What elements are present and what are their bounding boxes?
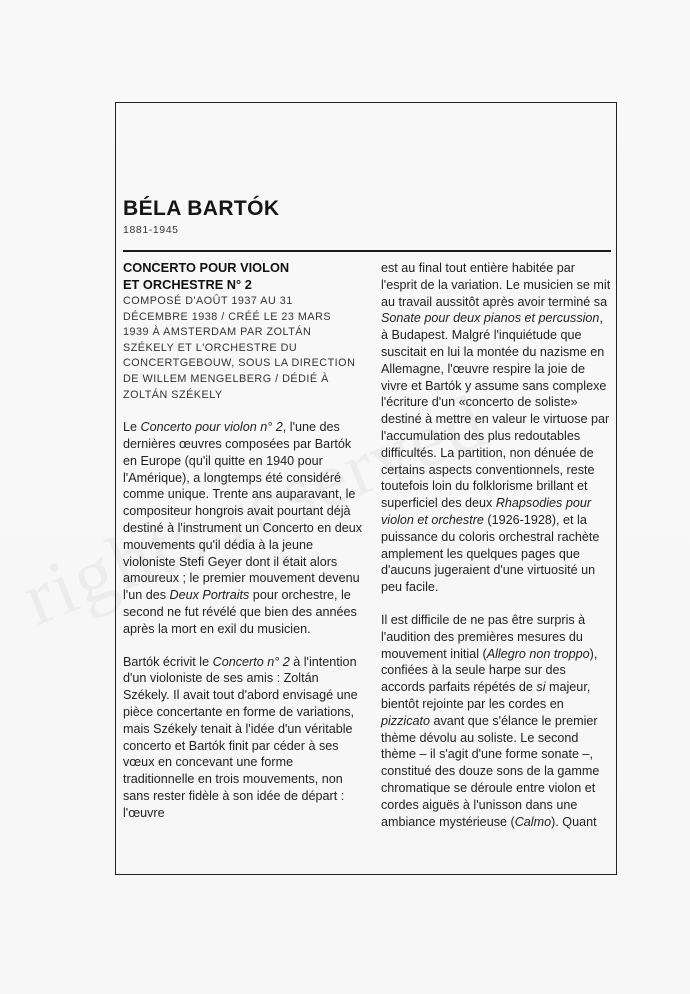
composer-dates: 1881-1945: [123, 224, 179, 236]
work-meta-line: SZÉKELY ET L'ORCHESTRE DU: [123, 341, 298, 354]
body-paragraph: Il est difficile de ne pas être surpris à l'audition des premières mesures du mouvement initial (Allegro non troppo), confiées à la seule harpe sur des accords parfaits répétés de si majeur, bientôt rejointe par les cordes en pizzicato avant que s'élance le premier thème dévolu au soliste. Le second thème – il s'agit d'une forme sonate –, constitué des douze sons de la gamme chromatique se déroule entre violon et cordes aiguës à l'unisson dans une ambiance mystérieuse (Calmo). Quant: [381, 612, 600, 829]
work-meta-line: 1939 À AMSTERDAM PAR ZOLTÁN: [123, 326, 312, 339]
header-divider: [123, 250, 611, 252]
work-meta-line: DÉCEMBRE 1938 / CRÉÉ LE 23 MARS: [123, 310, 332, 323]
work-title-line-1: CONCERTO POUR VIOLON: [123, 260, 290, 275]
work-meta: [123, 294, 363, 403]
body-paragraph: Bartók écrivit le Concerto n° 2 à l'intention d'un violoniste de ses amis : Zoltán Székely. Il avait tout d'abord envisagé une pièce concertante en forme de variations, mais Székely tenait à l'idée d'un véritable concerto et Bartók finit par céder à ses vœux en concevant une forme traditionnelle en trois mouvements, non sans rester fidèle à son idée de départ : l'œuvre: [123, 654, 358, 820]
work-meta-line: COMPOSÉ D'AOÛT 1937 AU 31: [123, 295, 293, 307]
left-column: [123, 260, 363, 821]
work-title: [123, 260, 363, 293]
body-paragraph: Le Concerto pour violon n° 2, l'une des dernières œuvres composées par Bartók en Europe (qu'il quitte en 1940 pour l'Amérique), a longtemps été considéré comme unique. Trente ans auparavant, le compositeur hongrois avait pourtant déjà destiné à l'instrument un Concerto en deux mouvements qu'il dédia à la jeune violoniste Stefi Geyer dont il était alors amoureux ; le premier mouvement devenu l'un des Deux Portraits pour orchestre, le second ne fut révélé que bien des années après la mort en exil du musicien.: [123, 420, 363, 636]
composer-name: BÉLA BARTÓK: [123, 197, 280, 220]
spacer: [123, 403, 363, 419]
work-meta-line: ZOLTÁN SZÉKELY: [123, 388, 223, 401]
spacer: [381, 596, 613, 612]
body-paragraph: est au final tout entière habitée par l'esprit de la variation. Le musicien se mit au travail aussitôt après avoir terminé sa Sonate pour deux pianos et percussion, à Budapest. Malgré l'inquiétude que suscitait en lui la montée du nazisme en Allemagne, l'œuvre respire la joie de vivre et Bartók y assume sans complexe l'écriture d'un «concerto de soliste» destiné à mettre en valeur le virtuose par l'accumulation des plus redoutables difficultés. La partition, non dénuée de certains aspects conventionnels, reste toutefois loin du folklorisme brillant et superficiel des deux Rhapsodies pour violon et orchestre (1926-1928), et la puissance du coloris orchestral rachète amplement les quelques pages que d'aucuns jugeraient d'une virtuosité un peu facile.: [381, 261, 611, 595]
spacer: [123, 638, 363, 654]
right-column: [381, 260, 613, 830]
work-meta-line: CONCERTGEBOUW, SOUS LA DIRECTION: [123, 357, 356, 370]
work-meta-line: DE WILLEM MENGELBERG / DÉDIÉ À: [123, 372, 329, 385]
work-title-line-2: ET ORCHESTRE N° 2: [123, 276, 252, 292]
